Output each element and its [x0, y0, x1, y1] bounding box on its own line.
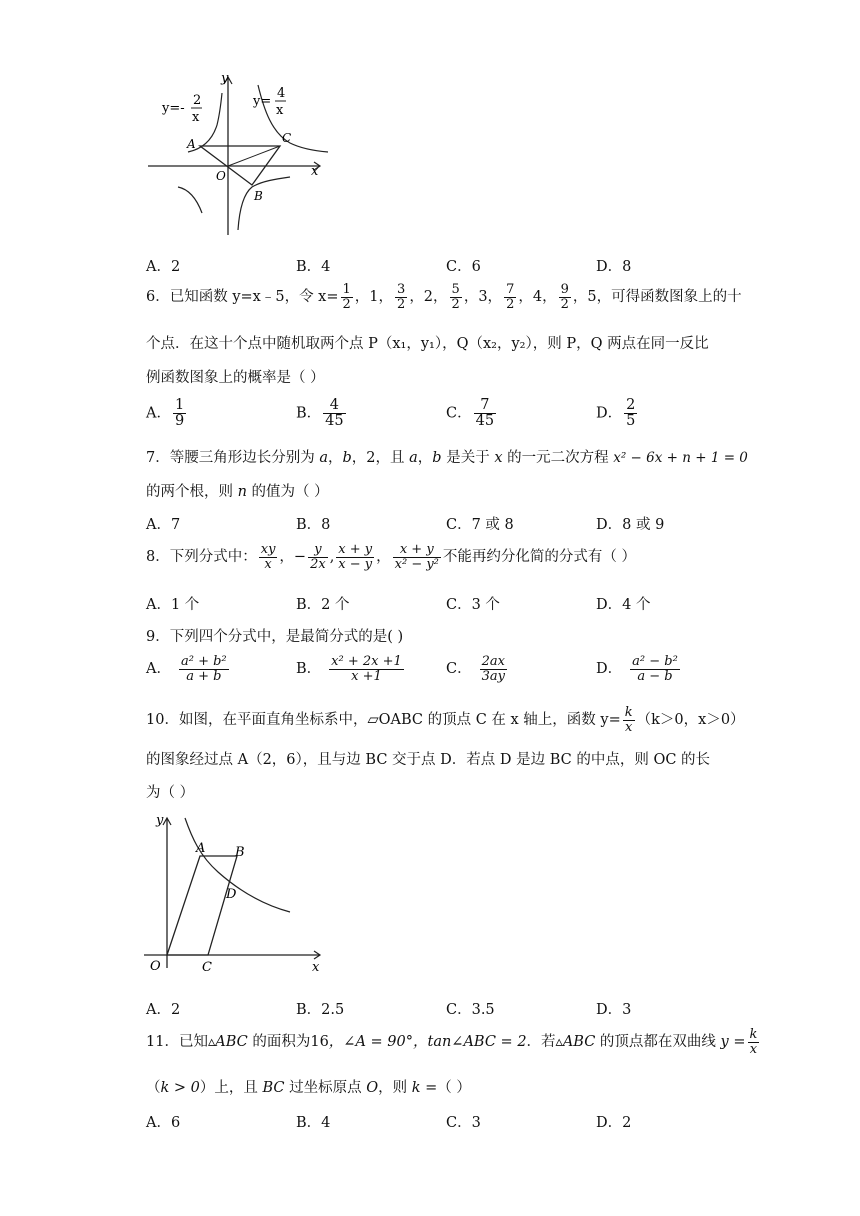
label-c: C [202, 960, 212, 975]
q11-triangle: ▵ABC [555, 1034, 596, 1051]
q7-text: 是关于 [441, 450, 495, 466]
q10-option-b[interactable]: B．2.5 [296, 1002, 345, 1018]
option-label: D． [596, 405, 623, 422]
frac-num: 3 [397, 282, 406, 297]
frac-den: 45 [325, 413, 344, 430]
q7-equation: x² − 6x + n + 1 = 0 [613, 450, 748, 466]
label-a: A [196, 841, 206, 856]
q6-sep: ，1， [354, 289, 394, 306]
frac-den: 5 [626, 413, 636, 430]
q6-line-1 [146, 283, 742, 311]
q8-frac-2 [308, 543, 328, 571]
var-a: a [319, 450, 328, 466]
q11-option-a[interactable]: A．6 [146, 1115, 181, 1131]
q8-frac-1 [259, 543, 278, 571]
frac-den: 2 [451, 296, 460, 312]
frac-den: 9 [174, 413, 185, 430]
q11-text: 过坐标原点 [284, 1080, 367, 1096]
frac-num: 2ax [480, 655, 507, 670]
frac-den: 2 [506, 296, 515, 312]
frac-num: a² − b² [632, 654, 678, 669]
frac-den: a + b [186, 668, 222, 684]
q7-text: ， [328, 450, 343, 466]
q11-angle: ，∠A = 90° [328, 1034, 413, 1051]
q8-option-a[interactable]: A．1 个 [146, 597, 200, 613]
q11-tan: ，tan∠ABC = 2 [413, 1034, 527, 1051]
q11-y-eq: y = [720, 1034, 746, 1051]
option-label: A． [146, 661, 171, 678]
q9-option-c[interactable] [446, 655, 509, 683]
label-y: y [156, 813, 164, 828]
option-label: B． [296, 405, 322, 422]
q8-sep: , [329, 549, 335, 566]
frac-num: 5 [451, 282, 460, 297]
frac-den: 2 [342, 296, 351, 312]
q6-sep: ，5，可得函数图象上的十 [572, 289, 742, 306]
q5-option-c[interactable]: C．6 [446, 259, 481, 275]
eq-right-num: 4 [277, 86, 286, 101]
q8-text: 8．下列分式中： [146, 549, 257, 566]
option-frac [624, 398, 637, 429]
q7-option-c[interactable]: C．7 或 8 [446, 517, 514, 533]
q7-option-b[interactable]: B．8 [296, 517, 331, 533]
frac-den: a − b [637, 668, 673, 684]
q6-sep: ，2， [409, 289, 448, 306]
q8-option-c[interactable]: C．3 个 [446, 597, 500, 613]
frac-num: 4 [323, 398, 345, 414]
frac-den: 2 [560, 296, 569, 312]
q8-option-d[interactable]: D．4 个 [596, 597, 651, 613]
q6-line-2: 个点．在这十个点中随机取两个点 P（x₁，y₁），Q（x₂，y₂），则 P，Q 两点在同一反比 [146, 336, 709, 352]
q11-frac-k-x [748, 1028, 760, 1056]
var-n: n [237, 484, 247, 500]
frac-num: 9 [560, 282, 569, 297]
q11-option-c[interactable]: C．3 [446, 1115, 481, 1131]
q7-text: 的一元二次方程 [502, 450, 614, 466]
option-label: C． [446, 661, 472, 678]
eq-right-den: x [276, 103, 284, 118]
q8-minus: − [293, 549, 307, 566]
q10-line-3: 为（ ） [146, 785, 195, 801]
q6-option-c[interactable] [446, 398, 498, 429]
q6-sep: ，3， [463, 289, 503, 306]
q11-triangle: ▵ABC [207, 1034, 248, 1051]
var-b: b [342, 450, 352, 466]
q11-text: ．若 [526, 1034, 556, 1051]
q10-option-d[interactable]: D．3 [596, 1002, 632, 1018]
option-frac [323, 398, 345, 429]
label-y: y [221, 71, 229, 86]
q11-text: （ ） [437, 1080, 471, 1096]
q6-text-pre: 6．已知函数 y=x﹣5，令 x= [146, 289, 339, 306]
option-label: C． [446, 405, 472, 422]
eq-left-prefix: y=- [162, 101, 185, 116]
q11-option-d[interactable]: D．2 [596, 1115, 632, 1131]
parallelogram-oabc [167, 856, 237, 955]
q6-frac-3 [450, 283, 462, 311]
label-x: x [312, 960, 320, 975]
q8-option-b[interactable]: B．2 个 [296, 597, 350, 613]
q6-frac-5 [559, 283, 571, 311]
q8-sep: ， [376, 549, 391, 566]
option-label: D． [596, 661, 623, 678]
q8-frac-3 [336, 543, 374, 571]
q5-option-b[interactable]: B．4 [296, 259, 331, 275]
q11-text: （ [146, 1080, 161, 1096]
q6-option-d[interactable] [596, 398, 639, 429]
q10-text: （k＞0，x＞0） [636, 712, 745, 729]
q5-option-d[interactable]: D．8 [596, 259, 632, 275]
option-frac [480, 655, 507, 683]
frac-num: x + y [338, 542, 373, 557]
frac-num: 2 [626, 397, 636, 413]
q8-sep: ， [279, 549, 294, 566]
label-b: B [254, 189, 263, 203]
q5-figure [140, 65, 340, 240]
q8-line-1 [146, 543, 636, 571]
frac-num: x² + 2x +1 [331, 654, 402, 669]
q7-text: ，2，且 [351, 450, 410, 466]
q10-line-1 [146, 706, 745, 734]
frac-den: 2x [310, 556, 326, 572]
label-o: O [216, 169, 226, 183]
q11-line-2 [146, 1076, 471, 1097]
frac-den: 3ay [481, 668, 505, 684]
q6-frac-1 [341, 283, 353, 311]
q9-option-a[interactable] [146, 655, 231, 683]
q10-text: 10．如图，在平面直角坐标系中，▱OABC 的顶点 C 在 x 轴上，函数 y= [146, 712, 621, 729]
q7-text: 7．等腰三角形边长分别为 [146, 450, 320, 466]
frac-den: x [264, 556, 272, 572]
q10-frac-k-x [623, 706, 635, 734]
curve-neg-lower-right [238, 177, 290, 230]
q6-sep: ，4， [518, 289, 557, 306]
frac-num: 1 [174, 397, 185, 413]
q6-frac-4 [504, 283, 516, 311]
frac-num: x + y [393, 543, 441, 558]
label-d: D [226, 887, 237, 902]
frac-den: x − y [338, 556, 373, 572]
q5-option-a[interactable]: A．2 [146, 259, 181, 275]
curve-k-over-x [185, 818, 290, 912]
q11-bc: BC [262, 1080, 285, 1096]
eq-left-den: x [192, 110, 200, 125]
q11-text: ，则 [378, 1080, 412, 1096]
q8-frac-4 [393, 543, 441, 571]
q7-text: 的值为（ ） [246, 484, 329, 500]
q11-text: 的面积为 [247, 1034, 311, 1051]
q7-option-a[interactable]: A．7 [146, 517, 181, 533]
q9-option-d[interactable] [596, 655, 682, 683]
frac-num: a² + b² [180, 654, 227, 669]
label-b: B [235, 845, 245, 860]
option-label: A． [146, 405, 171, 422]
q6-option-a[interactable] [146, 398, 188, 429]
q11-text: 11．已知 [146, 1034, 208, 1051]
frac-den: 45 [475, 413, 495, 430]
q9-option-b[interactable] [296, 655, 406, 683]
frac-num: k [624, 705, 633, 720]
q11-origin: O [366, 1080, 379, 1096]
q11-text: ）上，且 [199, 1080, 263, 1096]
q10-option-c[interactable]: C．3.5 [446, 1002, 495, 1018]
frac-den: x +1 [351, 668, 382, 684]
frac-num: y [308, 543, 328, 558]
option-frac [173, 398, 186, 429]
q7-text: ， [417, 450, 433, 466]
q7-line-1 [146, 446, 748, 467]
label-a: A [187, 137, 196, 151]
q10-option-a[interactable]: A．2 [146, 1002, 181, 1018]
frac-num: 7 [474, 398, 496, 414]
frac-den: x² − y² [394, 556, 439, 572]
q6-frac-2 [395, 283, 407, 311]
q11-area: 16 [310, 1034, 329, 1051]
q10-line-2: 的图象经过点 A（2，6），且与边 BC 交于点 D．若点 D 是边 BC 的中点，则 OC 的长 [146, 752, 711, 768]
eq-left-num: 2 [193, 93, 202, 108]
frac-den: x [625, 719, 633, 735]
q6-option-b[interactable] [296, 398, 348, 429]
option-frac [179, 655, 229, 683]
q11-text: 的顶点都在双曲线 [595, 1034, 721, 1051]
frac-num: 7 [506, 282, 515, 297]
q7-option-d[interactable]: D．8 或 9 [596, 517, 665, 533]
option-label: B． [296, 661, 322, 678]
frac-num: 1 [342, 282, 351, 297]
q11-k-condition: k > 0 [160, 1080, 200, 1096]
q11-line-1 [146, 1028, 761, 1056]
var-a: a [409, 450, 418, 466]
q11-option-b[interactable]: B．4 [296, 1115, 331, 1131]
option-frac [630, 655, 680, 683]
eq-right-prefix: y= [253, 94, 272, 109]
label-o: O [150, 959, 161, 974]
q7-text: 的两个根，则 [146, 484, 238, 500]
frac-num: xy [260, 542, 276, 557]
q7-line-2 [146, 480, 329, 501]
q10-figure [140, 808, 340, 978]
frac-den: x [749, 1041, 758, 1057]
q8-text: 不能再约分化简的分式有（ ） [442, 549, 637, 566]
q9-stem: 9．下列四个分式中，是最简分式的是( ) [146, 629, 404, 645]
q6-line-3: 例函数图象上的概率是（ ） [146, 370, 325, 386]
option-frac [329, 655, 404, 683]
frac-den: 2 [397, 296, 406, 312]
label-c: C [282, 131, 292, 145]
var-b: b [432, 450, 442, 466]
curve-pos-lower-left [178, 187, 202, 213]
var-x: x [494, 450, 503, 466]
label-x: x [311, 164, 319, 179]
q11-k-eq: k = [411, 1080, 438, 1096]
frac-num: k [749, 1027, 758, 1042]
option-frac [474, 398, 496, 429]
